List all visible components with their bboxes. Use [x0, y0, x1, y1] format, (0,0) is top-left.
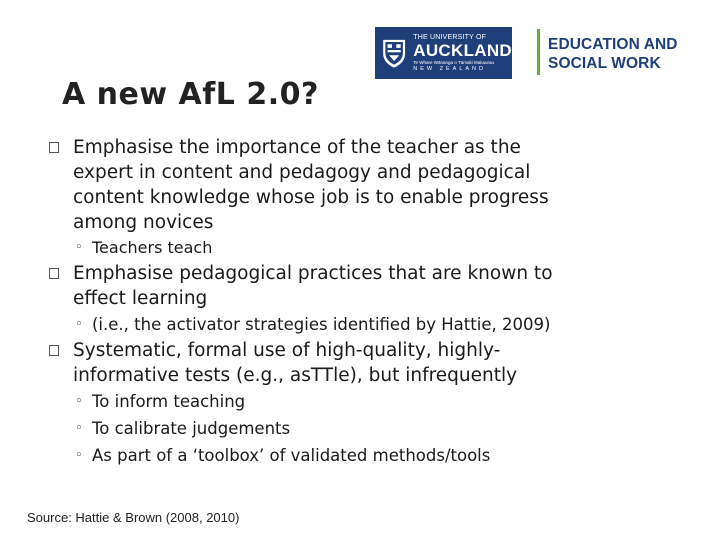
source-citation: Source: Hattie & Brown (2008, 2010): [27, 510, 240, 525]
sub-bullet-marker-icon: ◦: [75, 394, 83, 409]
sub-bullet-marker-icon: ◦: [75, 240, 83, 255]
sub-bullet-text: As part of a ‘toolbox’ of validated methods/tools: [92, 446, 491, 465]
sub-bullet-item: [0, 388, 720, 415]
university-crest-icon: [381, 32, 407, 74]
bullet-item: [0, 261, 720, 311]
bullet-text: Systematic, formal use of high-quality, highly- informative tests (e.g., asTTle), but infrequently: [73, 340, 518, 386]
sub-bullet-text: To calibrate judgements: [92, 419, 291, 438]
sub-bullet-marker-icon: ◦: [75, 421, 83, 436]
university-logo: [375, 27, 512, 79]
checkbox-bullet-icon: [49, 268, 59, 279]
checkbox-bullet-icon: [49, 142, 59, 153]
slide-title: A new AfL 2.0?: [62, 77, 319, 112]
bullet-list: [0, 135, 720, 469]
sub-bullet-text: To inform teaching: [92, 392, 246, 411]
sub-bullet-text: (i.e., the activator strategies identified by Hattie, 2009): [92, 315, 551, 334]
faculty-divider: [537, 29, 540, 75]
checkbox-bullet-icon: [49, 345, 59, 356]
bullet-text: Emphasise the importance of the teacher as the expert in content and pedagogy and pedagogical content knowledge whose job is to enable progress among novices: [73, 137, 549, 233]
bullet-item: [0, 338, 720, 388]
sub-bullet-marker-icon: ◦: [75, 448, 83, 463]
sub-bullet-marker-icon: ◦: [75, 317, 83, 332]
sub-bullet-item: [0, 442, 720, 469]
faculty-name: [548, 35, 678, 73]
faculty-line-2: SOCIAL WORK: [548, 55, 661, 72]
university-top-line: THE UNIVERSITY OF: [413, 33, 487, 41]
sub-bullet-item: [0, 235, 720, 261]
bullet-text: Emphasise pedagogical practices that are known to effect learning: [73, 263, 553, 309]
sub-bullet-text: Teachers teach: [92, 238, 213, 257]
university-name: AUCKLAND: [413, 40, 512, 60]
sub-bullet-item: [0, 415, 720, 442]
sub-bullet-item: [0, 311, 720, 338]
bullet-item: [0, 135, 720, 235]
university-maori-line: Te Whare Wānanga o Tāmaki Makaurau: [413, 59, 494, 65]
faculty-line-1: EDUCATION AND: [548, 36, 678, 53]
university-country: NEW ZEALAND: [413, 66, 486, 72]
